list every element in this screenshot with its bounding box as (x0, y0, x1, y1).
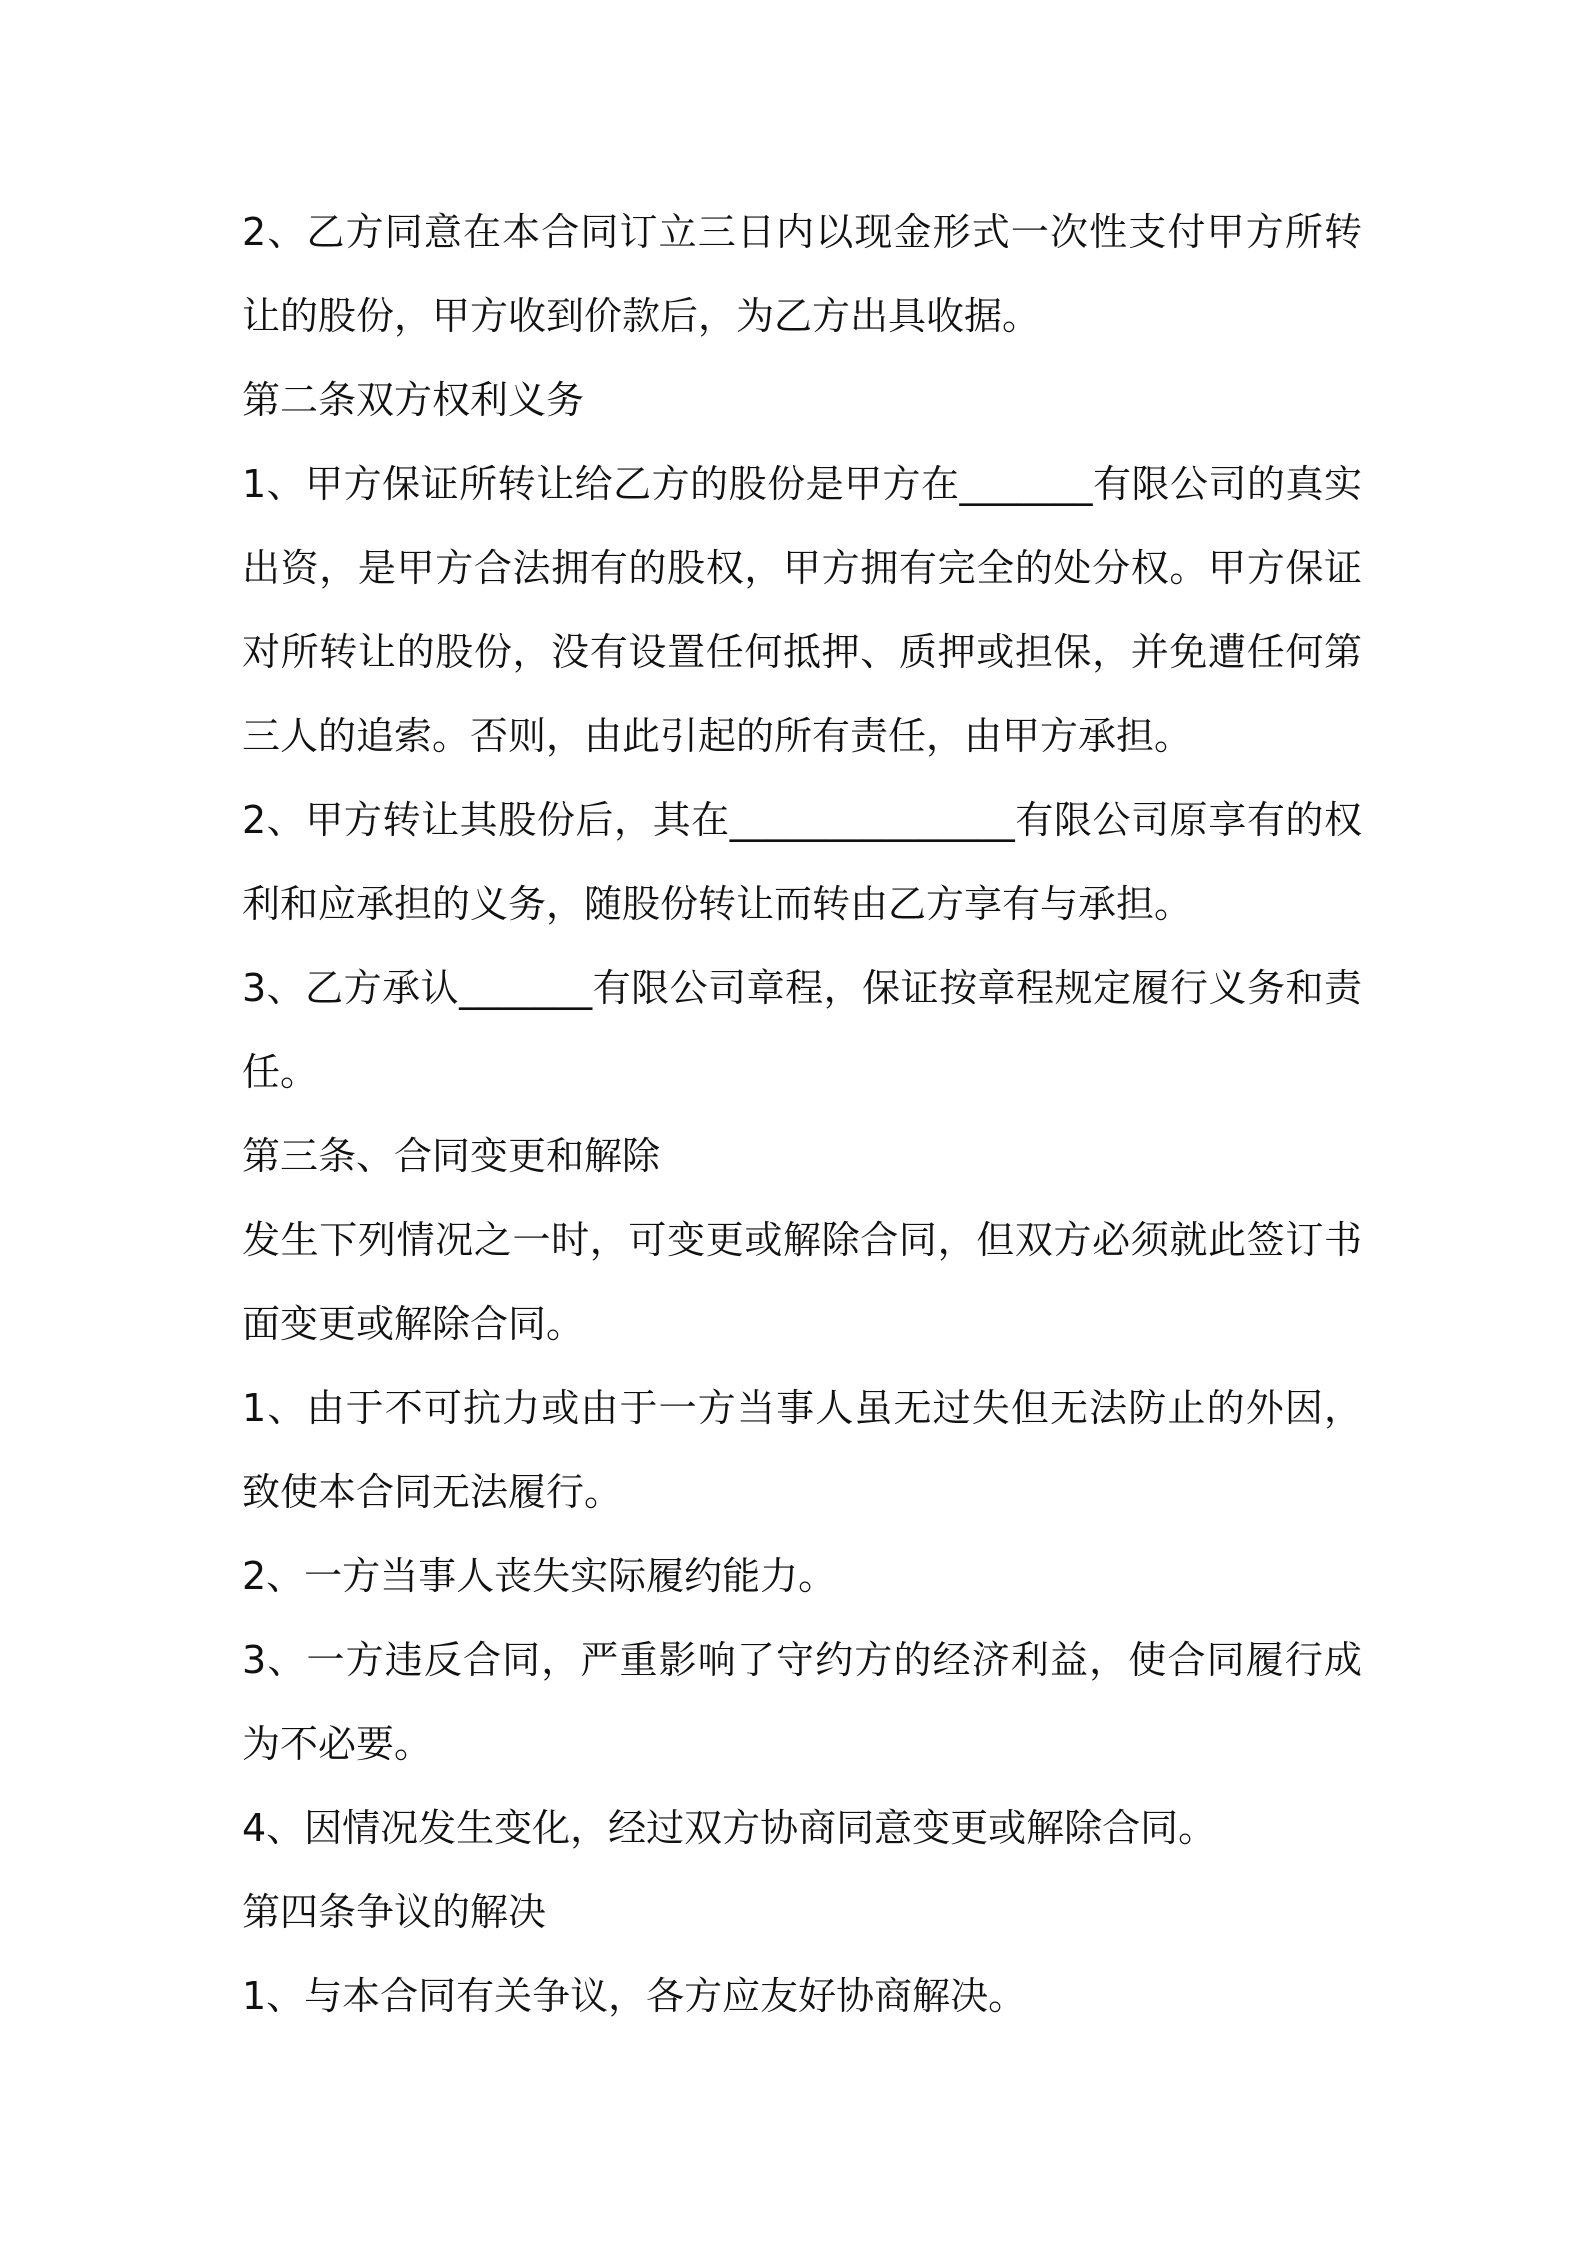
clause-dispute-negotiation: 1、与本合同有关争议，各方应友好协商解决。 (242, 1974, 1027, 2018)
document-body (242, 190, 1362, 2038)
clause-loss-of-capacity: 2、一方当事人丧失实际履约能力。 (242, 1554, 837, 1598)
clause-force-majeure: 1、由于不可抗力或由于一方当事人虽无过失但无法防止的外因，致使本合同无法履行。 (242, 1386, 1362, 1514)
clause-breach: 3、一方违反合同，严重影响了守约方的经济利益，使合同履行成为不必要。 (242, 1638, 1362, 1766)
clause-rights-transfer: 2、甲方转让其股份后，其在_______________有限公司原享有的权利和应承担的义务，随股份转让而转由乙方享有与承担。 (242, 798, 1362, 926)
section-heading-article-4: 第四条争议的解决 (242, 1890, 547, 1934)
clause-share-warranty: 1、甲方保证所转让给乙方的股份是甲方在_______有限公司的真实出资，是甲方合法拥有的股权，甲方拥有完全的处分权。甲方保证对所转让的股份，没有设置任何抵押、质押或担保，并免遭任何第三人的追索。否则，由此引起的所有责任，由甲方承担。 (242, 462, 1362, 758)
clause-mutual-agreement: 4、因情况发生变化，经过双方协商同意变更或解除合同。 (242, 1806, 1217, 1850)
section-heading-article-3: 第三条、合同变更和解除 (242, 1134, 661, 1178)
clause-payment-terms: 2、乙方同意在本合同订立三日内以现金形式一次性支付甲方所转让的股份，甲方收到价款后，为乙方出具收据。 (242, 210, 1362, 338)
clause-articles-acceptance: 3、乙方承认_______有限公司章程，保证按章程规定履行义务和责任。 (242, 966, 1362, 1094)
clause-change-conditions-intro: 发生下列情况之一时，可变更或解除合同，但双方必须就此签订书面变更或解除合同。 (242, 1218, 1362, 1346)
section-heading-article-2: 第二条双方权利义务 (242, 378, 585, 422)
